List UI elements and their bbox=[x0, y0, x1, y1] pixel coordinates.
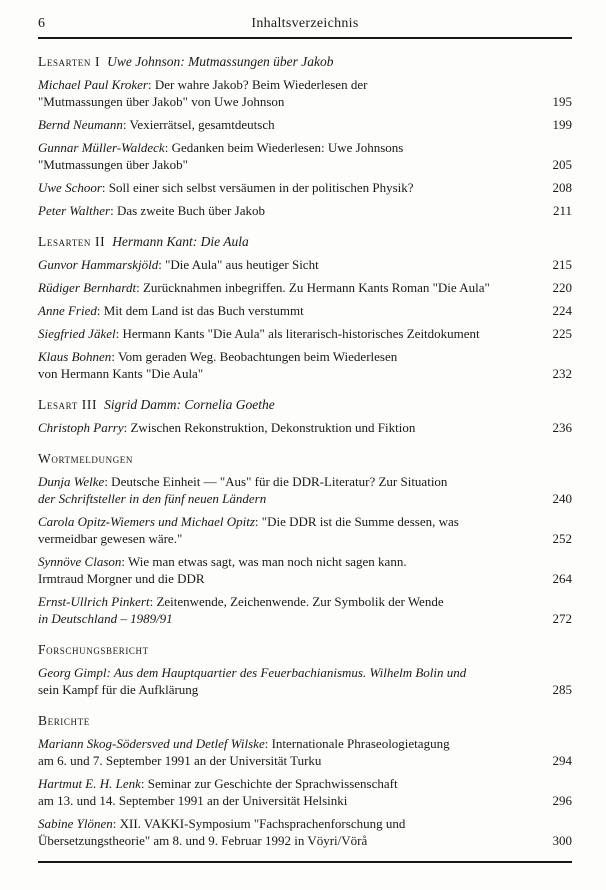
entry-title-line: : Vexierrätsel, gesamtdeutsch bbox=[122, 117, 275, 132]
entry-text bbox=[38, 775, 538, 809]
entry-title-line: : Das zweite Buch über Jakob bbox=[110, 203, 265, 218]
entry-text bbox=[38, 139, 538, 173]
entry-title-line: : Zwischen Rekonstruktion, Dekonstruktion und Fiktion bbox=[123, 420, 416, 435]
entry-author: Siegfried Jäkel bbox=[38, 326, 116, 341]
entry-title-line: : Seminar zur Geschichte der Sprachwissenschaft bbox=[140, 776, 398, 791]
section-title: Uwe Johnson: Mutmassungen über Jakob bbox=[107, 54, 334, 69]
entry-author: Gunvor Hammarskjöld bbox=[38, 257, 159, 272]
section-heading bbox=[38, 53, 572, 70]
section-lesarten-ii bbox=[38, 233, 572, 382]
entry-author: Dunja Welke bbox=[38, 474, 105, 489]
entry-text bbox=[38, 593, 538, 627]
entry-title-line: Übersetzungstheorie" am 8. und 9. Februar 1992 in Vöyri/Vörå bbox=[38, 833, 368, 848]
entry-title-line: "Mutmassungen über Jakob" von Uwe Johnson bbox=[38, 94, 285, 109]
toc-entry bbox=[38, 256, 572, 273]
entry-author: Carola Opitz-Wiemers und Michael Opitz bbox=[38, 514, 255, 529]
section-label: Lesarten II bbox=[38, 234, 106, 249]
entry-title-line: "Mutmassungen über Jakob" bbox=[38, 157, 188, 172]
entry-page-number: 205 bbox=[552, 157, 572, 172]
entry-title-line: : Gedanken beim Wiederlesen: Uwe Johnsons bbox=[164, 140, 404, 155]
entry-title-line: : Vom geraden Weg. Beobachtungen beim Wiederlesen bbox=[111, 349, 398, 364]
entry-text bbox=[38, 419, 538, 436]
entry-page-number: 232 bbox=[552, 366, 572, 381]
entry-text bbox=[38, 815, 538, 849]
toc-entry bbox=[38, 419, 572, 436]
section-heading bbox=[38, 712, 572, 729]
section-heading bbox=[38, 233, 572, 250]
entry-author: Uwe Schoor bbox=[38, 180, 102, 195]
entry-title-line: : Zeitenwende, Zeichenwende. Zur Symbolik der Wende bbox=[149, 594, 444, 609]
section-heading bbox=[38, 641, 572, 658]
entry-title-line: sein Kampf für die Aufklärung bbox=[38, 682, 199, 697]
entry-page-number: 264 bbox=[552, 571, 572, 586]
entry-page-number: 224 bbox=[552, 303, 572, 318]
section-label: Berichte bbox=[38, 713, 90, 728]
entry-title-line: : Wie man etwas sagt, was man noch nicht sagen kann. bbox=[121, 554, 407, 569]
header-rule bbox=[38, 37, 572, 39]
section-forschungsbericht bbox=[38, 641, 572, 698]
entry-title-line: : Mit dem Land ist das Buch verstummt bbox=[96, 303, 304, 318]
entry-title-line: der Schriftsteller in den fünf neuen Ländern bbox=[38, 491, 267, 506]
entry-text bbox=[38, 302, 538, 319]
entry-page-number: 272 bbox=[552, 611, 572, 626]
entry-author: Georg Gimpl bbox=[38, 665, 107, 680]
entry-author: Mariann Skog-Södersved und Detlef Wilske bbox=[38, 736, 265, 751]
entry-page-number: 294 bbox=[552, 753, 572, 768]
page-header bbox=[38, 16, 572, 32]
entry-page-number: 220 bbox=[552, 280, 572, 295]
entry-author: Ernst-Ullrich Pinkert bbox=[38, 594, 150, 609]
entry-title-line: : Hermann Kants "Die Aula" als literarisch-historisches Zeitdokument bbox=[115, 326, 480, 341]
toc-entry bbox=[38, 179, 572, 196]
entry-text bbox=[38, 116, 538, 133]
section-label: Lesarten I bbox=[38, 54, 101, 69]
entry-title-line: : XII. VAKKI-Symposium "Fachsprachenforschung und bbox=[112, 816, 406, 831]
entry-page-number: 300 bbox=[552, 833, 572, 848]
section-heading bbox=[38, 396, 572, 413]
footer-rule bbox=[38, 861, 572, 863]
entry-page-number: 296 bbox=[552, 793, 572, 808]
section-label: Lesart III bbox=[38, 397, 98, 412]
entry-author: Sabine Ylönen bbox=[38, 816, 113, 831]
entry-author: Rüdiger Bernhardt bbox=[38, 280, 137, 295]
entry-text bbox=[38, 473, 538, 507]
entry-page-number: 208 bbox=[552, 180, 572, 195]
entry-author: Gunnar Müller-Waldeck bbox=[38, 140, 165, 155]
entry-title-line: vermeidbar gewesen wäre." bbox=[38, 531, 183, 546]
entry-text bbox=[38, 553, 538, 587]
toc-entry bbox=[38, 513, 572, 547]
section-lesart-iii bbox=[38, 396, 572, 436]
section-lesarten-i bbox=[38, 53, 572, 219]
entry-text bbox=[38, 179, 538, 196]
section-berichte bbox=[38, 712, 572, 849]
entry-title-line: : "Die DDR ist die Summe dessen, was bbox=[254, 514, 459, 529]
entry-page-number: 285 bbox=[552, 682, 572, 697]
page-number: 6 bbox=[38, 16, 45, 31]
toc-entry bbox=[38, 76, 572, 110]
entry-title-line: am 13. und 14. September 1991 an der Universität Helsinki bbox=[38, 793, 348, 808]
entry-text bbox=[38, 202, 538, 219]
toc-body bbox=[38, 53, 572, 849]
entry-title-line: in Deutschland – 1989/91 bbox=[38, 611, 173, 626]
toc-entry bbox=[38, 553, 572, 587]
entry-page-number: 225 bbox=[552, 326, 572, 341]
toc-entry bbox=[38, 202, 572, 219]
entry-title-line: : Zurücknahmen inbegriffen. Zu Hermann Kants Roman "Die Aula" bbox=[136, 280, 490, 295]
toc-entry bbox=[38, 473, 572, 507]
entry-text bbox=[38, 325, 538, 342]
entry-title-line: : Der wahre Jakob? Beim Wiederlesen der bbox=[148, 77, 368, 92]
section-wortmeldungen bbox=[38, 450, 572, 627]
entry-title-line: : Aus dem Hauptquartier des Feuerbachianismus. Wilhelm Bolin und bbox=[106, 665, 467, 680]
entry-author: Hartmut E. H. Lenk bbox=[38, 776, 141, 791]
entry-page-number: 199 bbox=[552, 117, 572, 132]
toc-entry bbox=[38, 735, 572, 769]
entry-text bbox=[38, 513, 538, 547]
entry-page-number: 195 bbox=[552, 94, 572, 109]
entry-title-line: : "Die Aula" aus heutiger Sicht bbox=[158, 257, 319, 272]
section-title: Hermann Kant: Die Aula bbox=[112, 234, 249, 249]
entry-text bbox=[38, 256, 538, 273]
entry-page-number: 215 bbox=[552, 257, 572, 272]
entry-title-line: : Soll einer sich selbst versäumen in der politischen Physik? bbox=[101, 180, 414, 195]
toc-entry bbox=[38, 815, 572, 849]
entry-page-number: 240 bbox=[552, 491, 572, 506]
toc-entry bbox=[38, 139, 572, 173]
toc-entry bbox=[38, 775, 572, 809]
entry-author: Michael Paul Kroker bbox=[38, 77, 148, 92]
toc-entry bbox=[38, 325, 572, 342]
entry-title-line: : Internationale Phraseologietagung bbox=[264, 736, 450, 751]
section-label: Forschungsbericht bbox=[38, 642, 149, 657]
entry-author: Christoph Parry bbox=[38, 420, 124, 435]
section-label: Wortmeldungen bbox=[38, 451, 133, 466]
entry-text bbox=[38, 76, 538, 110]
entry-title-line: am 6. und 7. September 1991 an der Universität Turku bbox=[38, 753, 322, 768]
entry-author: Peter Walther bbox=[38, 203, 111, 218]
entry-page-number: 211 bbox=[552, 203, 572, 218]
toc-entry bbox=[38, 279, 572, 296]
section-title: Sigrid Damm: Cornelia Goethe bbox=[104, 397, 275, 412]
entry-title-line: von Hermann Kants "Die Aula" bbox=[38, 366, 204, 381]
entry-author: Synnöve Clason bbox=[38, 554, 122, 569]
page-title: Inhaltsverzeichnis bbox=[251, 16, 359, 31]
entry-title-line: Irmtraud Morgner und die DDR bbox=[38, 571, 205, 586]
entry-page-number: 252 bbox=[552, 531, 572, 546]
toc-entry bbox=[38, 302, 572, 319]
entry-author: Bernd Neumann bbox=[38, 117, 123, 132]
entry-title-line: : Deutsche Einheit — "Aus" für die DDR-Literatur? Zur Situation bbox=[104, 474, 448, 489]
entry-text bbox=[38, 279, 538, 296]
entry-text bbox=[38, 664, 538, 698]
entry-text bbox=[38, 348, 538, 382]
entry-text bbox=[38, 735, 538, 769]
toc-entry bbox=[38, 664, 572, 698]
toc-entry bbox=[38, 348, 572, 382]
entry-author: Anne Fried bbox=[38, 303, 97, 318]
toc-entry bbox=[38, 116, 572, 133]
section-heading bbox=[38, 450, 572, 467]
entry-page-number: 236 bbox=[552, 420, 572, 435]
entry-author: Klaus Bohnen bbox=[38, 349, 112, 364]
toc-entry bbox=[38, 593, 572, 627]
